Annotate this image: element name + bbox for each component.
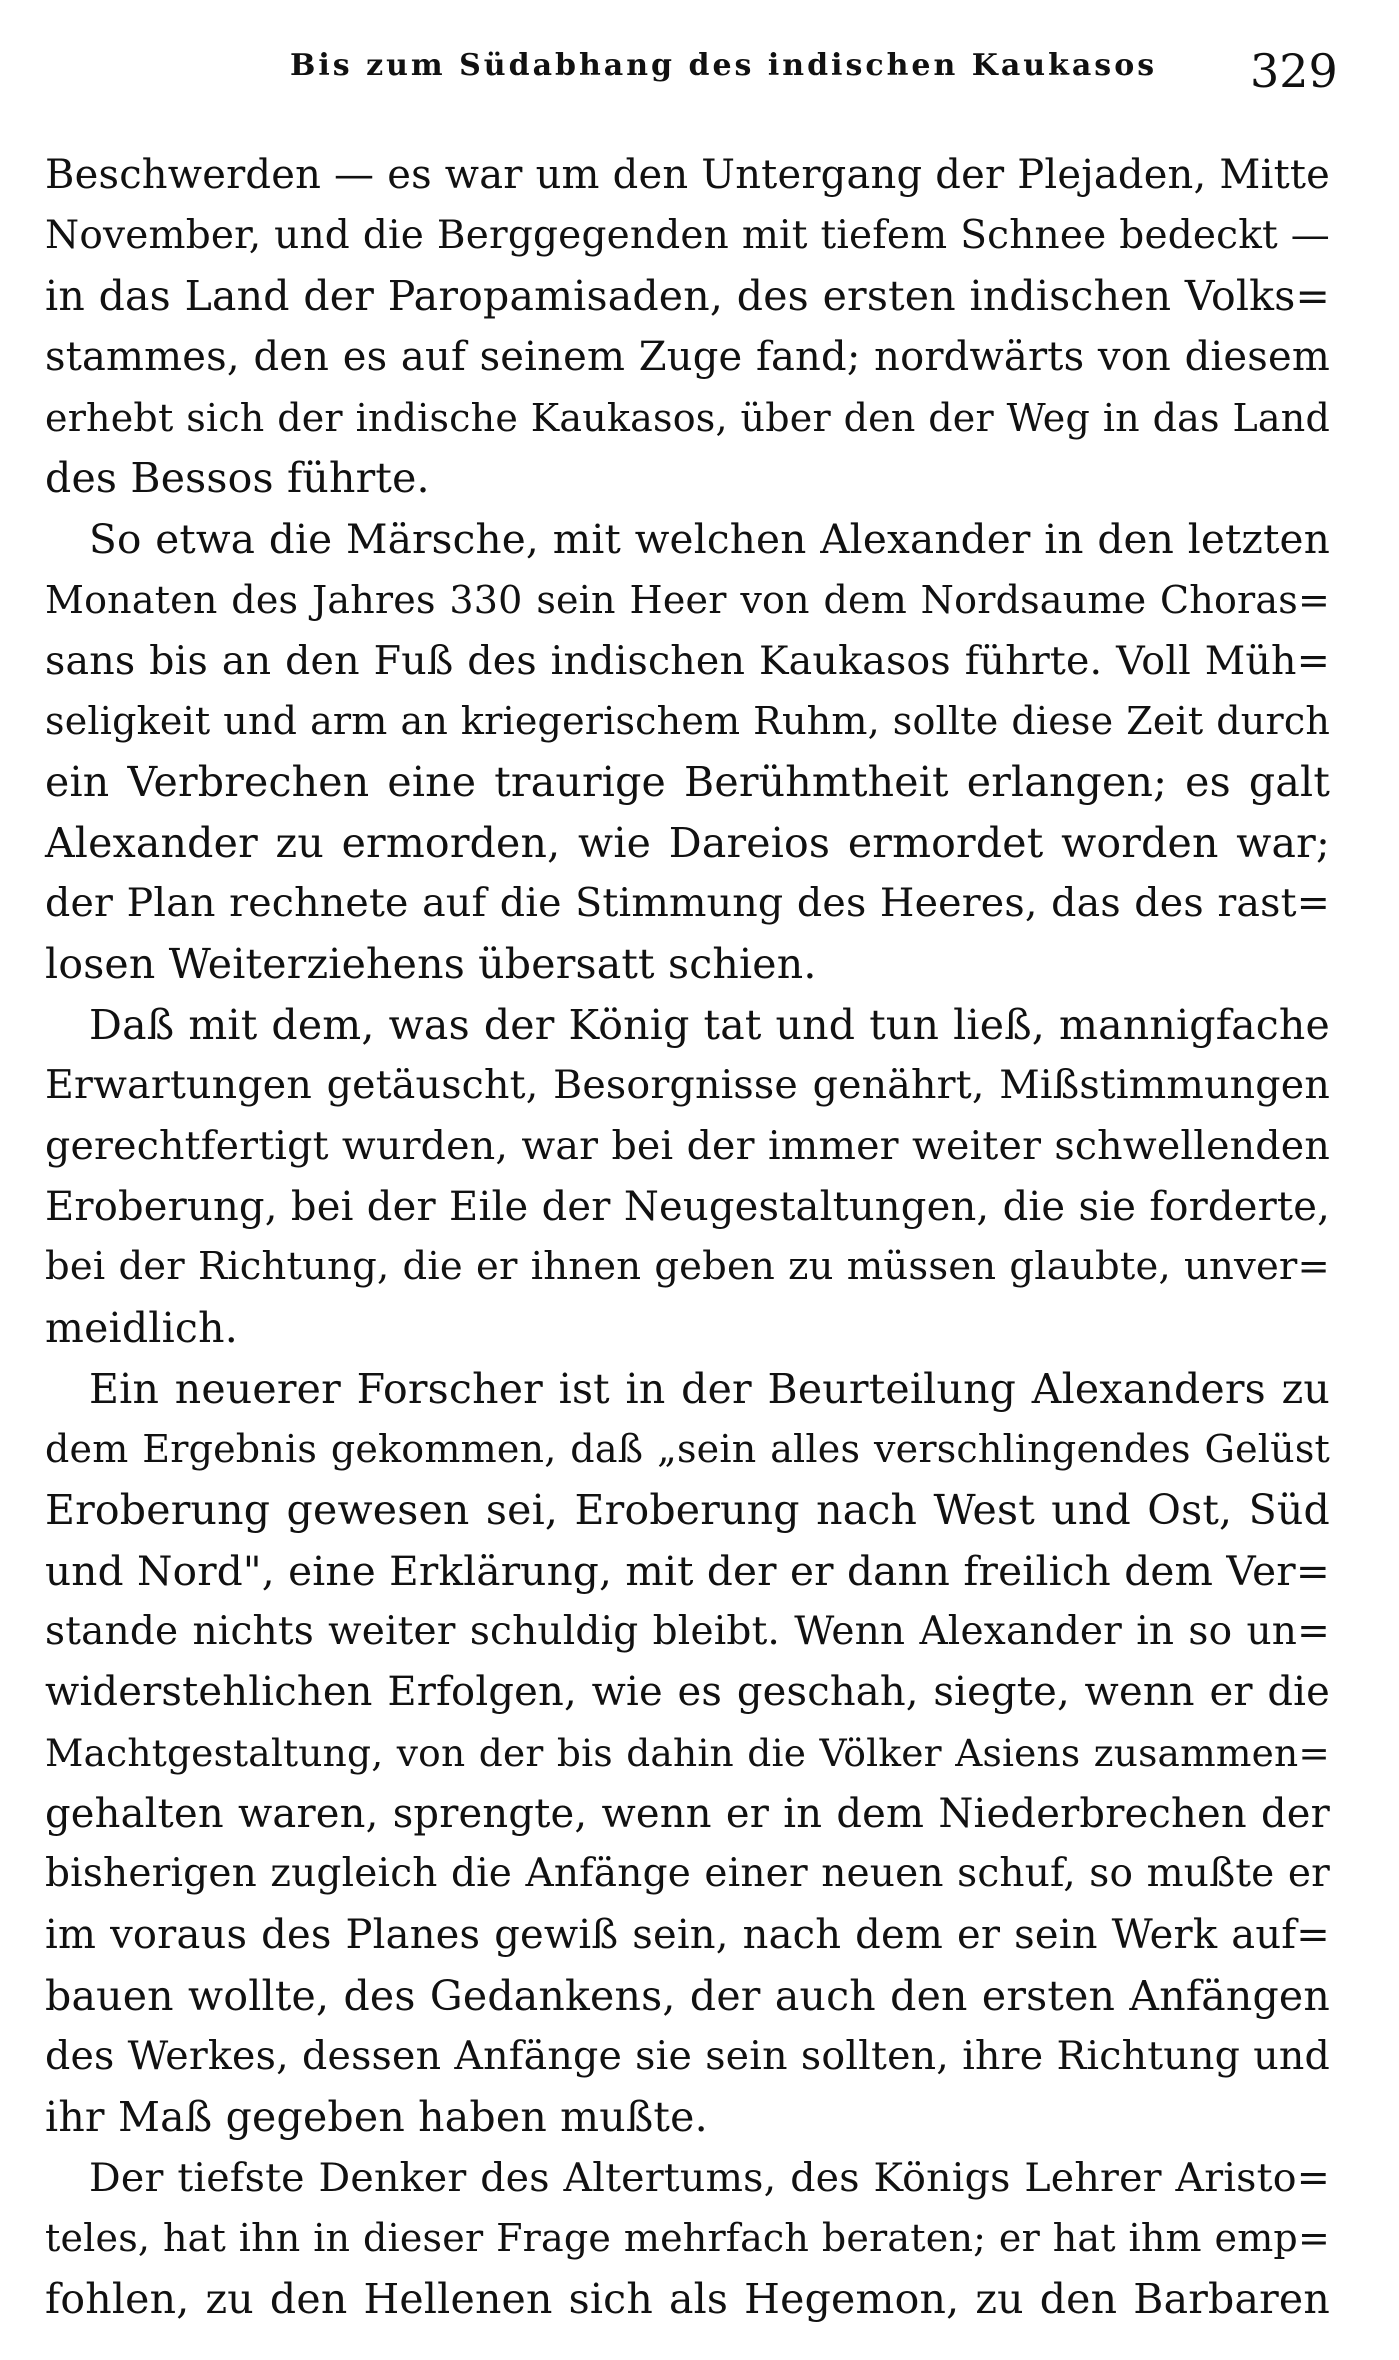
running-title: Bis zum Südabhang des indischen Kaukasos — [290, 48, 1158, 83]
body-text — [45, 145, 1330, 2330]
text-line: Der tiefste Denker des Altertums, des Königs Lehrer Aristo= — [89, 2154, 1330, 2201]
page-number: 329 — [1250, 44, 1338, 98]
text-line: Eroberung gewesen sei, Eroberung nach West und Ost, Süd — [45, 1486, 1330, 1535]
text-line: November, und die Berggegenden mit tiefem Schnee bedeckt — — [45, 212, 1330, 258]
text-line: bisherigen zugleich die Anfänge einer neuen schuf, so mußte er — [45, 1851, 1330, 1897]
text-line: Alexander zu ermorden, wie Dareios ermordet worden war; — [45, 818, 1330, 867]
paragraph — [45, 509, 1330, 995]
text-line: im voraus des Planes gewiß sein, nach dem er sein Werk auf= — [45, 1911, 1330, 1958]
text-line: Monaten des Jahres 330 sein Heer von dem Nordsaume Choras= — [45, 577, 1330, 622]
text-line: Daß mit dem, was der König tat und tun ließ, mannigfache — [89, 1000, 1330, 1049]
text-line: seligkeit und arm an kriegerischem Ruhm, sollte diese Zeit durch — [45, 699, 1330, 744]
text-line: der Plan rechnete auf die Stimmung des Heeres, das des rast= — [45, 880, 1330, 927]
text-line: Eroberung, bei der Eile der Neugestaltungen, die sie forderte, — [45, 1183, 1330, 1230]
paragraph — [45, 1359, 1330, 2148]
text-line: in das Land der Paropamisaden, des ersten indischen Volks= — [45, 272, 1330, 321]
text-line: des Werkes, dessen Anfänge sie sein sollten, ihre Richtung und — [45, 2033, 1330, 2080]
paragraph — [45, 2148, 1330, 2330]
text-line: Ein neuerer Forscher ist in der Beurteilung Alexanders zu — [89, 1364, 1330, 1413]
text-line: Erwartungen getäuscht, Besorgnisse genährt, Mißstimmungen — [45, 1062, 1330, 1109]
text-line: So etwa die Märsche, mit welchen Alexander in den letzten — [89, 515, 1330, 564]
text-line: ein Verbrechen eine traurige Berühmtheit erlangen; es galt — [45, 757, 1330, 806]
text-line: teles, hat ihn in dieser Frage mehrfach beraten; er hat ihm emp= — [45, 2216, 1330, 2261]
text-line: meidlich. — [45, 1304, 238, 1353]
text-line: stammes, den es auf seinem Zuge fand; nordwärts von diesem — [45, 334, 1330, 381]
text-line: dem Ergebnis gekommen, daß „sein alles verschlingendes Gelüst — [45, 1427, 1330, 1472]
text-line: Machtgestaltung, von der bis dahin die Völker Asiens zusammen= — [45, 1730, 1330, 1775]
text-line: bei der Richtung, die er ihnen geben zu müssen glaubte, unver= — [45, 1244, 1330, 1290]
text-line: ihr Maß gegeben haben mußte. — [45, 2093, 708, 2141]
paragraph — [45, 995, 1330, 1359]
paragraph — [45, 145, 1330, 509]
text-line: erhebt sich der indische Kaukasos, über den der Weg in das Land — [45, 395, 1330, 440]
text-line: Beschwerden — es war um den Untergang der Plejaden, Mitte — [45, 152, 1330, 198]
text-line: bauen wollte, des Gedankens, der auch den ersten Anfängen — [45, 1971, 1330, 2020]
text-line: sans bis an den Fuß des indischen Kaukasos führte. Voll Müh= — [45, 637, 1330, 684]
text-line: gehalten waren, sprengte, wenn er in dem Niederbrechen der — [45, 1790, 1330, 1837]
text-line: losen Weiterziehens übersatt schien. — [45, 939, 817, 988]
text-line: stande nichts weiter schuldig bleibt. Wenn Alexander in so un= — [45, 1608, 1330, 1654]
text-line: und Nord", eine Erklärung, mit der er dann freilich dem Ver= — [45, 1546, 1330, 1595]
text-line: gerechtfertigt wurden, war bei der immer weiter schwellenden — [45, 1123, 1330, 1169]
text-line: widerstehlichen Erfolgen, wie es geschah, siegte, wenn er die — [45, 1669, 1330, 1716]
text-line: des Bessos führte. — [45, 454, 430, 503]
text-line: fohlen, zu den Hellenen sich als Hegemon, zu den Barbaren — [45, 2275, 1330, 2324]
